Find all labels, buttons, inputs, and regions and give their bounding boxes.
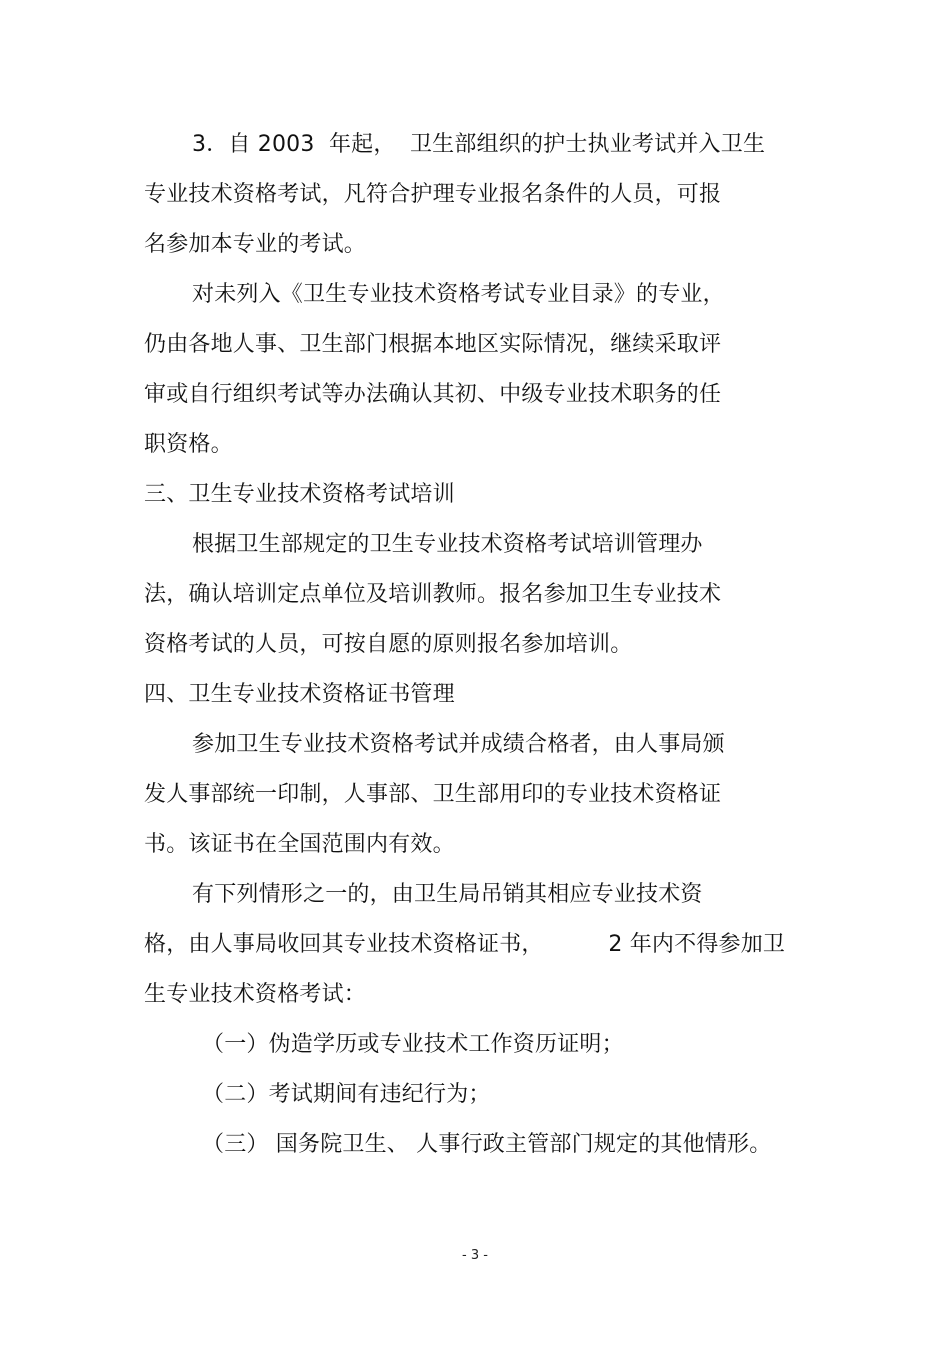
paragraph-line-11: 资格考试的人员，可按自愿的原则报名参加培训。 (144, 632, 633, 657)
paragraph-line-4: 对未列入《卫生专业技术资格考试专业目录》的专业， (192, 282, 725, 307)
paragraph-line-3: 名参加本专业的考试。 (144, 232, 367, 257)
paragraph-line-5: 仍由各地人事、卫生部门根据本地区实际情况，继续采取评 (144, 332, 722, 357)
list-item-1: （一）伪造学历或专业技术工作资历证明； (202, 1032, 624, 1057)
paragraph-line-10: 法，确认培训定点单位及培训教师。报名参加卫生专业技术 (144, 582, 722, 607)
paragraph-line-1: 3．自 2003 年起， 卫生部组织的护士执业考试并入卫生 (192, 132, 766, 157)
list-item-3: （三） 国务院卫生、 人事行政主管部门规定的其他情形。 (202, 1132, 772, 1157)
paragraph-line-16: 有下列情形之一的，由卫生局吊销其相应专业技术资 (192, 882, 703, 907)
paragraph-line-17: 格，由人事局收回其专业技术资格证书， 2 年内不得参加卫 (144, 932, 786, 957)
paragraph-line-6: 审或自行组织考试等办法确认其初、中级专业技术职务的任 (144, 382, 722, 407)
paragraph-line-18: 生专业技术资格考试： (144, 982, 367, 1007)
page-number: - 3 - (462, 1248, 488, 1263)
paragraph-line-15: 书。该证书在全国范围内有效。 (144, 832, 455, 857)
paragraph-line-13: 参加卫生专业技术资格考试并成绩合格者，由人事局颁 (192, 732, 725, 757)
paragraph-line-14: 发人事部统一印制，人事部、卫生部用印的专业技术资格证 (144, 782, 722, 807)
section-heading-certificate: 四、卫生专业技术资格证书管理 (144, 682, 455, 707)
section-heading-training: 三、卫生专业技术资格考试培训 (144, 482, 455, 507)
paragraph-line-2: 专业技术资格考试，凡符合护理专业报名条件的人员，可报 (144, 182, 722, 207)
paragraph-line-7: 职资格。 (144, 432, 233, 457)
paragraph-line-9: 根据卫生部规定的卫生专业技术资格考试培训管理办 (192, 532, 703, 557)
list-item-2: （二）考试期间有违纪行为； (202, 1082, 491, 1107)
